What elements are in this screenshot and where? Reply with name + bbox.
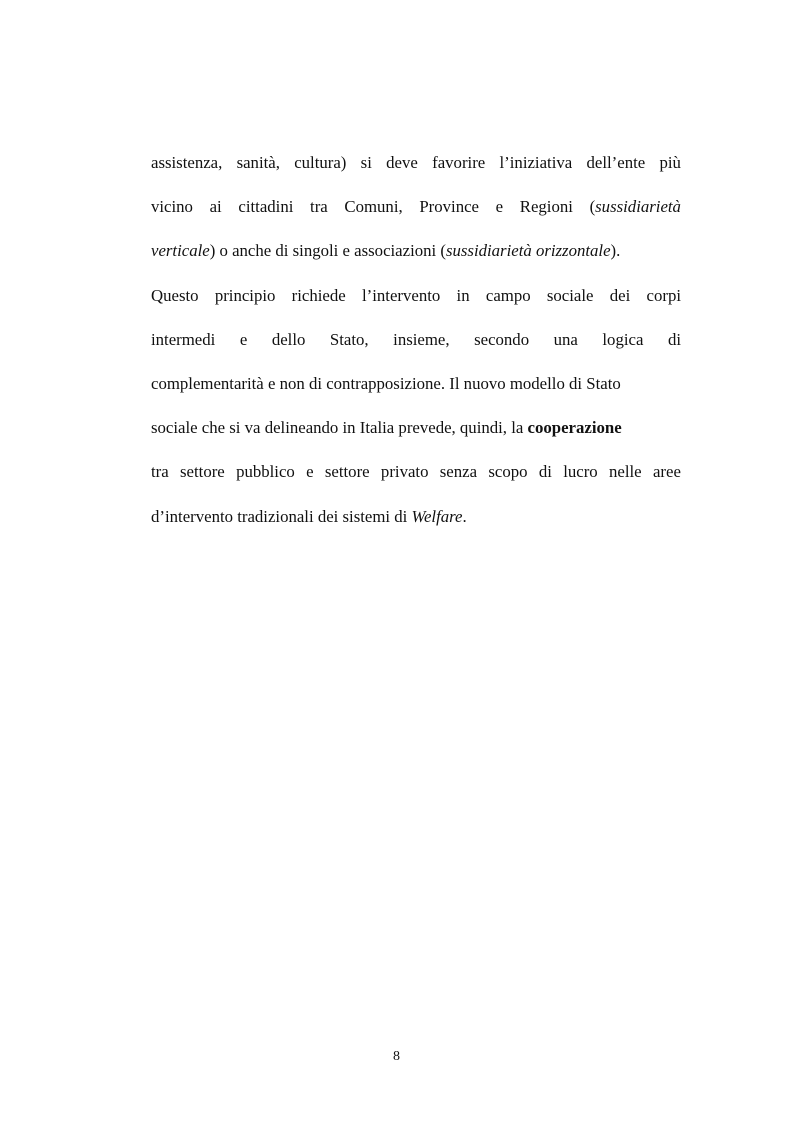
line-text: ) o anche di singoli e associazioni ( [209, 241, 446, 261]
word-italic-sussidiarieta [590, 190, 681, 234]
word: Regioni [519, 197, 573, 217]
italic-term-orizzontale: sussidiarietà orizzontale [445, 241, 611, 261]
word: assistenza, [151, 153, 223, 172]
word: lucro [563, 462, 598, 482]
paragraph-line-6 [151, 367, 681, 411]
open-parenthesis: ( [589, 197, 596, 217]
line-text: complementarità e non di contrapposizione. Il nuovo modello di Stato [151, 373, 621, 393]
word: più [659, 153, 681, 172]
word: e [495, 197, 504, 217]
italic-term-sussidiarieta: sussidiarietà [595, 197, 681, 217]
paragraph-line-5 [151, 323, 681, 367]
word: corpi [646, 285, 681, 305]
word: l’iniziativa [499, 153, 573, 172]
word: pubblico [236, 462, 295, 482]
paragraph-line-1 [151, 146, 681, 190]
word: sociale [546, 285, 594, 305]
word: deve [386, 153, 418, 172]
word: secondo [474, 329, 530, 349]
word: intermedi [151, 329, 216, 349]
word: principio [214, 285, 276, 305]
word: nelle [609, 462, 642, 482]
word: vicino [151, 197, 193, 217]
italic-term-verticale: verticale [151, 241, 210, 261]
line-text: . [462, 506, 467, 526]
word: Questo [151, 285, 199, 305]
word: settore [324, 462, 370, 482]
line-text: ). [610, 241, 621, 261]
line-text: d’intervento tradizionali dei sistemi di [151, 506, 412, 526]
paragraph-line-8 [151, 455, 681, 499]
word: Comuni, [344, 197, 403, 217]
paragraph-line-4 [151, 279, 681, 323]
word: insieme, [393, 329, 450, 349]
word: settore [180, 462, 225, 482]
bold-term-cooperazione: cooperazione [527, 418, 622, 438]
word: tra [310, 197, 328, 217]
word: una [553, 329, 578, 349]
word: sanità, [236, 153, 280, 172]
word: l’intervento [361, 285, 441, 305]
word: e [306, 462, 314, 482]
word: cultura) [294, 153, 347, 172]
word: ai [209, 197, 222, 217]
word: Province [419, 197, 479, 217]
word: aree [652, 462, 681, 482]
italic-term-welfare: Welfare [411, 506, 463, 526]
word: richiede [291, 285, 346, 305]
body-paragraph [151, 146, 681, 544]
word: cittadini [238, 197, 294, 217]
word: dello [271, 329, 306, 349]
word: privato [380, 462, 429, 482]
word: di [667, 329, 681, 349]
page-number: 8 [393, 1049, 400, 1064]
word: logica [602, 329, 644, 349]
word: si [360, 153, 372, 172]
word: in [456, 285, 470, 305]
word: campo [485, 285, 531, 305]
word: favorire [432, 153, 486, 172]
word: Stato, [329, 329, 369, 349]
paragraph-line-3 [151, 234, 681, 278]
paragraph-line-2 [151, 190, 681, 234]
line-text: sociale che si va delineando in Italia prevede, quindi, la [151, 418, 528, 438]
word: senza [439, 462, 478, 482]
word: dell’ente [586, 153, 646, 172]
paragraph-line-7 [151, 411, 681, 455]
word: di [538, 462, 552, 482]
word: scopo [488, 462, 528, 482]
word: tra [151, 462, 169, 482]
word: e [239, 329, 248, 349]
word: dei [609, 285, 631, 305]
paragraph-line-9 [151, 500, 681, 544]
